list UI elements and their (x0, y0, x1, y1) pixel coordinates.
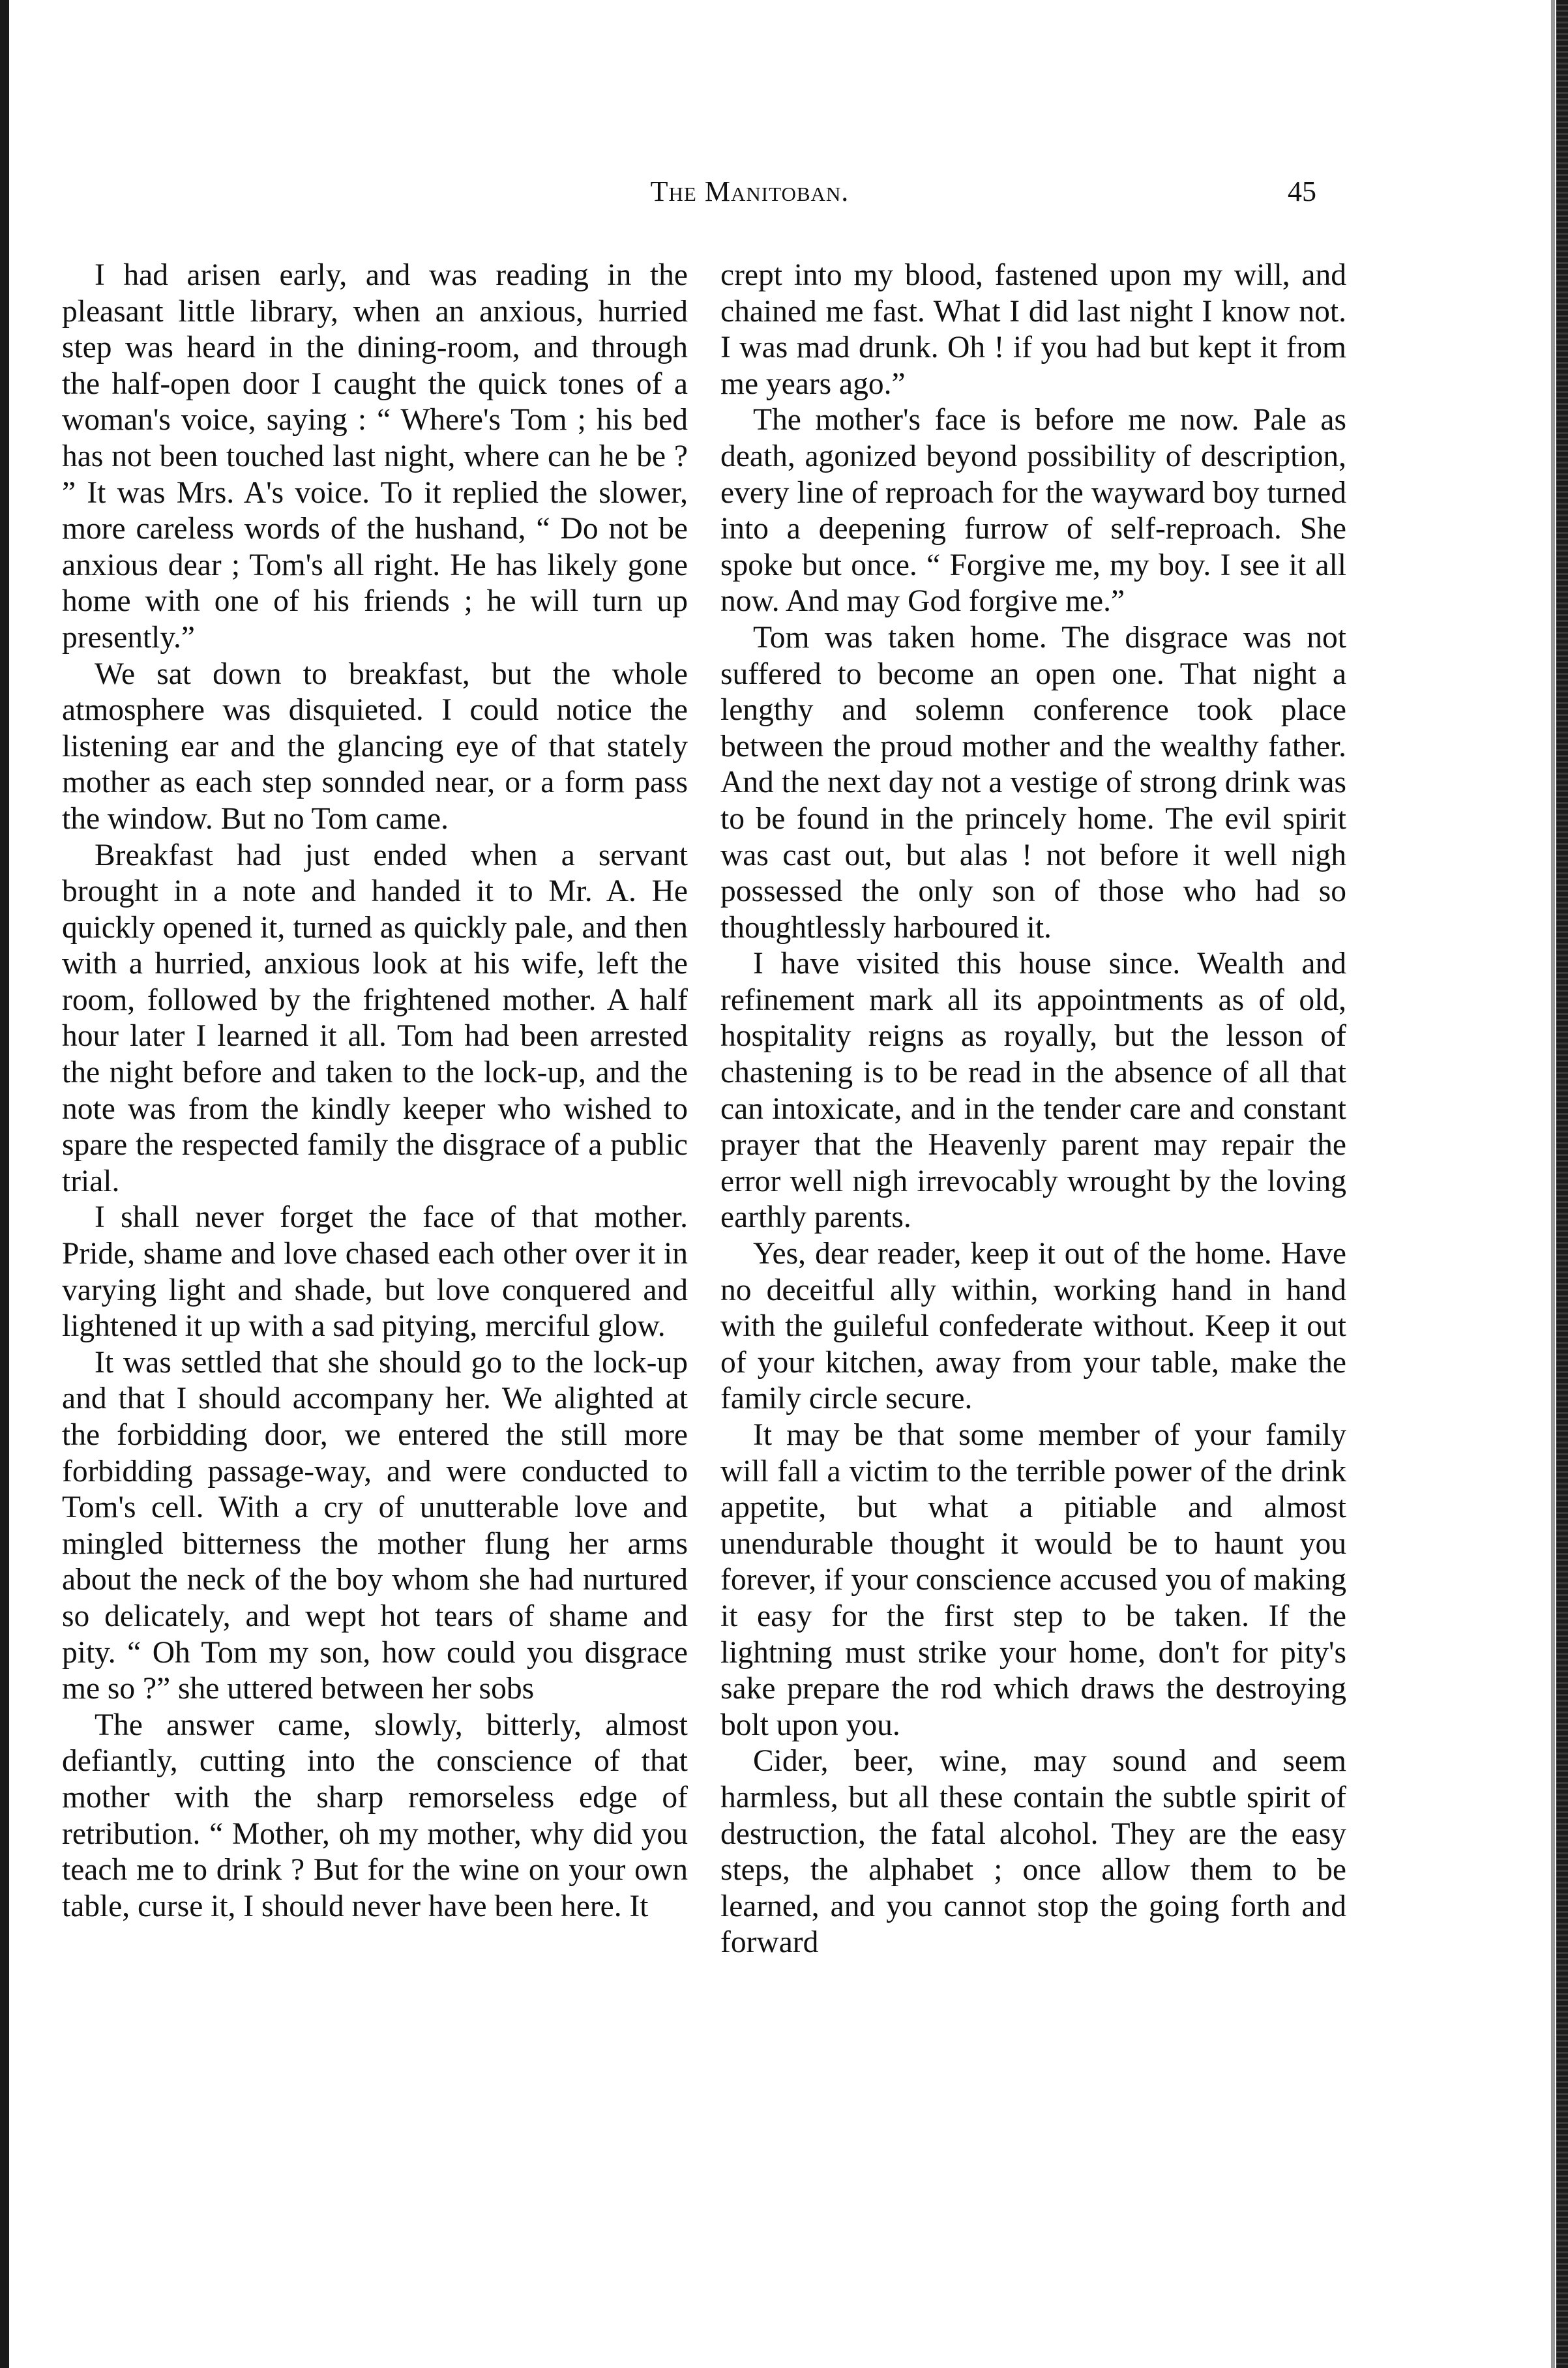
paragraph: Yes, dear reader, keep it out of the home. Have no deceitful ally within, working hand in hand with the guileful confederate without. Keep it out of your kitchen, away from your table, make the family circle secure. (720, 1237, 1346, 1416)
paragraph: It may be that some member of your family will fall a victim to the terrible power of the drink appetite, but what a pitiable and almost unendurable thought it would be to haunt you forever, if your conscience accused you of making it easy for the first step to be taken. If the lightning must strike your home, don't for pity's sake prepare the rod which draws the destroying bolt upon you. (720, 1418, 1346, 1742)
paragraph: The mother's face is before me now. Pale as death, agonized beyond possibility of description, every line of reproach for the wayward boy turned into a deepening furrow of self-reproach. She spoke but once. “ Forgive me, my boy. I see it all now. And may God forgive me.” (720, 403, 1346, 619)
paragraph-continuation: crept into my blood, fastened upon my will, and chained me fast. What I did last night I know not. I was mad drunk. Oh ! if you had but kept it from me years ago.” (720, 258, 1346, 401)
paragraph: I shall never forget the face of that mother. Pride, shame and love chased each other over it in varying light and shade, but love conquered and lightened it up with a sad pitying, merciful glow. (62, 1200, 688, 1344)
running-title: The Manitoban. (650, 175, 850, 207)
page-edge-right (1556, 0, 1568, 2368)
paragraph: Cider, beer, wine, may sound and seem harmless, but all these contain the subtle spirit of destruction, the fatal alcohol. They are the easy steps, the alphabet ; once allow them to be learned, and you cannot stop the going forth and forward (720, 1744, 1346, 1960)
paragraph: It was settled that she should go to the lock-up and that I should accompany her. We alighted at the forbidding door, we entered the still more forbidding passage-way, and were conducted to Tom's cell. With a cry of unutterable love and mingled bitterness the mother flung her arms about the neck of the boy whom she had nurtured so delicately, and wept hot tears of shame and pity. “ Oh Tom my son, how could you disgrace me so ?” she uttered between her sobs (62, 1345, 688, 1706)
page-edge-right-shadow (1551, 0, 1555, 2368)
page-number: 45 (1288, 175, 1316, 207)
running-head (0, 175, 1568, 227)
paragraph: I had arisen early, and was reading in the pleasant little library, when an anxious, hurried step was heard in the dining-room, and through the half-open door I caught the quick tones of a woman's voice, saying : “ Where's Tom ; his bed has not been touched last night, where can he be ? ” It was Mrs. A's voice. To it replied the slower, more careless words of the hushand, “ Do not be anxious dear ; Tom's all right. He has likely gone home with one of his friends ; he will turn up presently.” (62, 258, 688, 655)
page-edge-left (0, 0, 9, 2368)
paragraph: We sat down to breakfast, but the whole atmosphere was disquieted. I could notice the listening ear and the glancing eye of that stately mother as each step sonnded near, or a form pass the window. But no Tom came. (62, 657, 688, 836)
paragraph: Tom was taken home. The disgrace was not suffered to become an open one. That night a lengthy and solemn conference took place between the proud mother and the wealthy father. And the next day not a vestige of strong drink was to be found in the princely home. The evil spirit was cast out, but alas ! not before it well nigh possessed the only son of those who had so thoughtlessly harboured it. (720, 620, 1346, 945)
left-column (62, 258, 688, 1925)
paragraph: Breakfast had just ended when a servant brought in a note and handed it to Mr. A. He quickly opened it, turned as quickly pale, and then with a hurried, anxious look at his wife, left the room, followed by the frightened mother. A half hour later I learned it all. Tom had been arrested the night before and taken to the lock-up, and the note was from the kindly keeper who wished to spare the respected family the disgrace of a public trial. (62, 838, 688, 1198)
paragraph: The answer came, slowly, bitterly, almost defiantly, cutting into the conscience of that mother with the sharp remorseless edge of retribution. “ Mother, oh my mother, why did you teach me to drink ? But for the wine on your own table, curse it, I should never have been here. It (62, 1708, 688, 1923)
paragraph: I have visited this house since. Wealth and refinement mark all its appointments as of old, hospitality reigns as royally, but the lesson of chastening is to be read in the absence of all that can intoxicate, and in the tender care and constant prayer that the Heavenly parent may repair the error well nigh irrevocably wrought by the loving earthly parents. (720, 947, 1346, 1235)
right-column (720, 258, 1346, 1961)
